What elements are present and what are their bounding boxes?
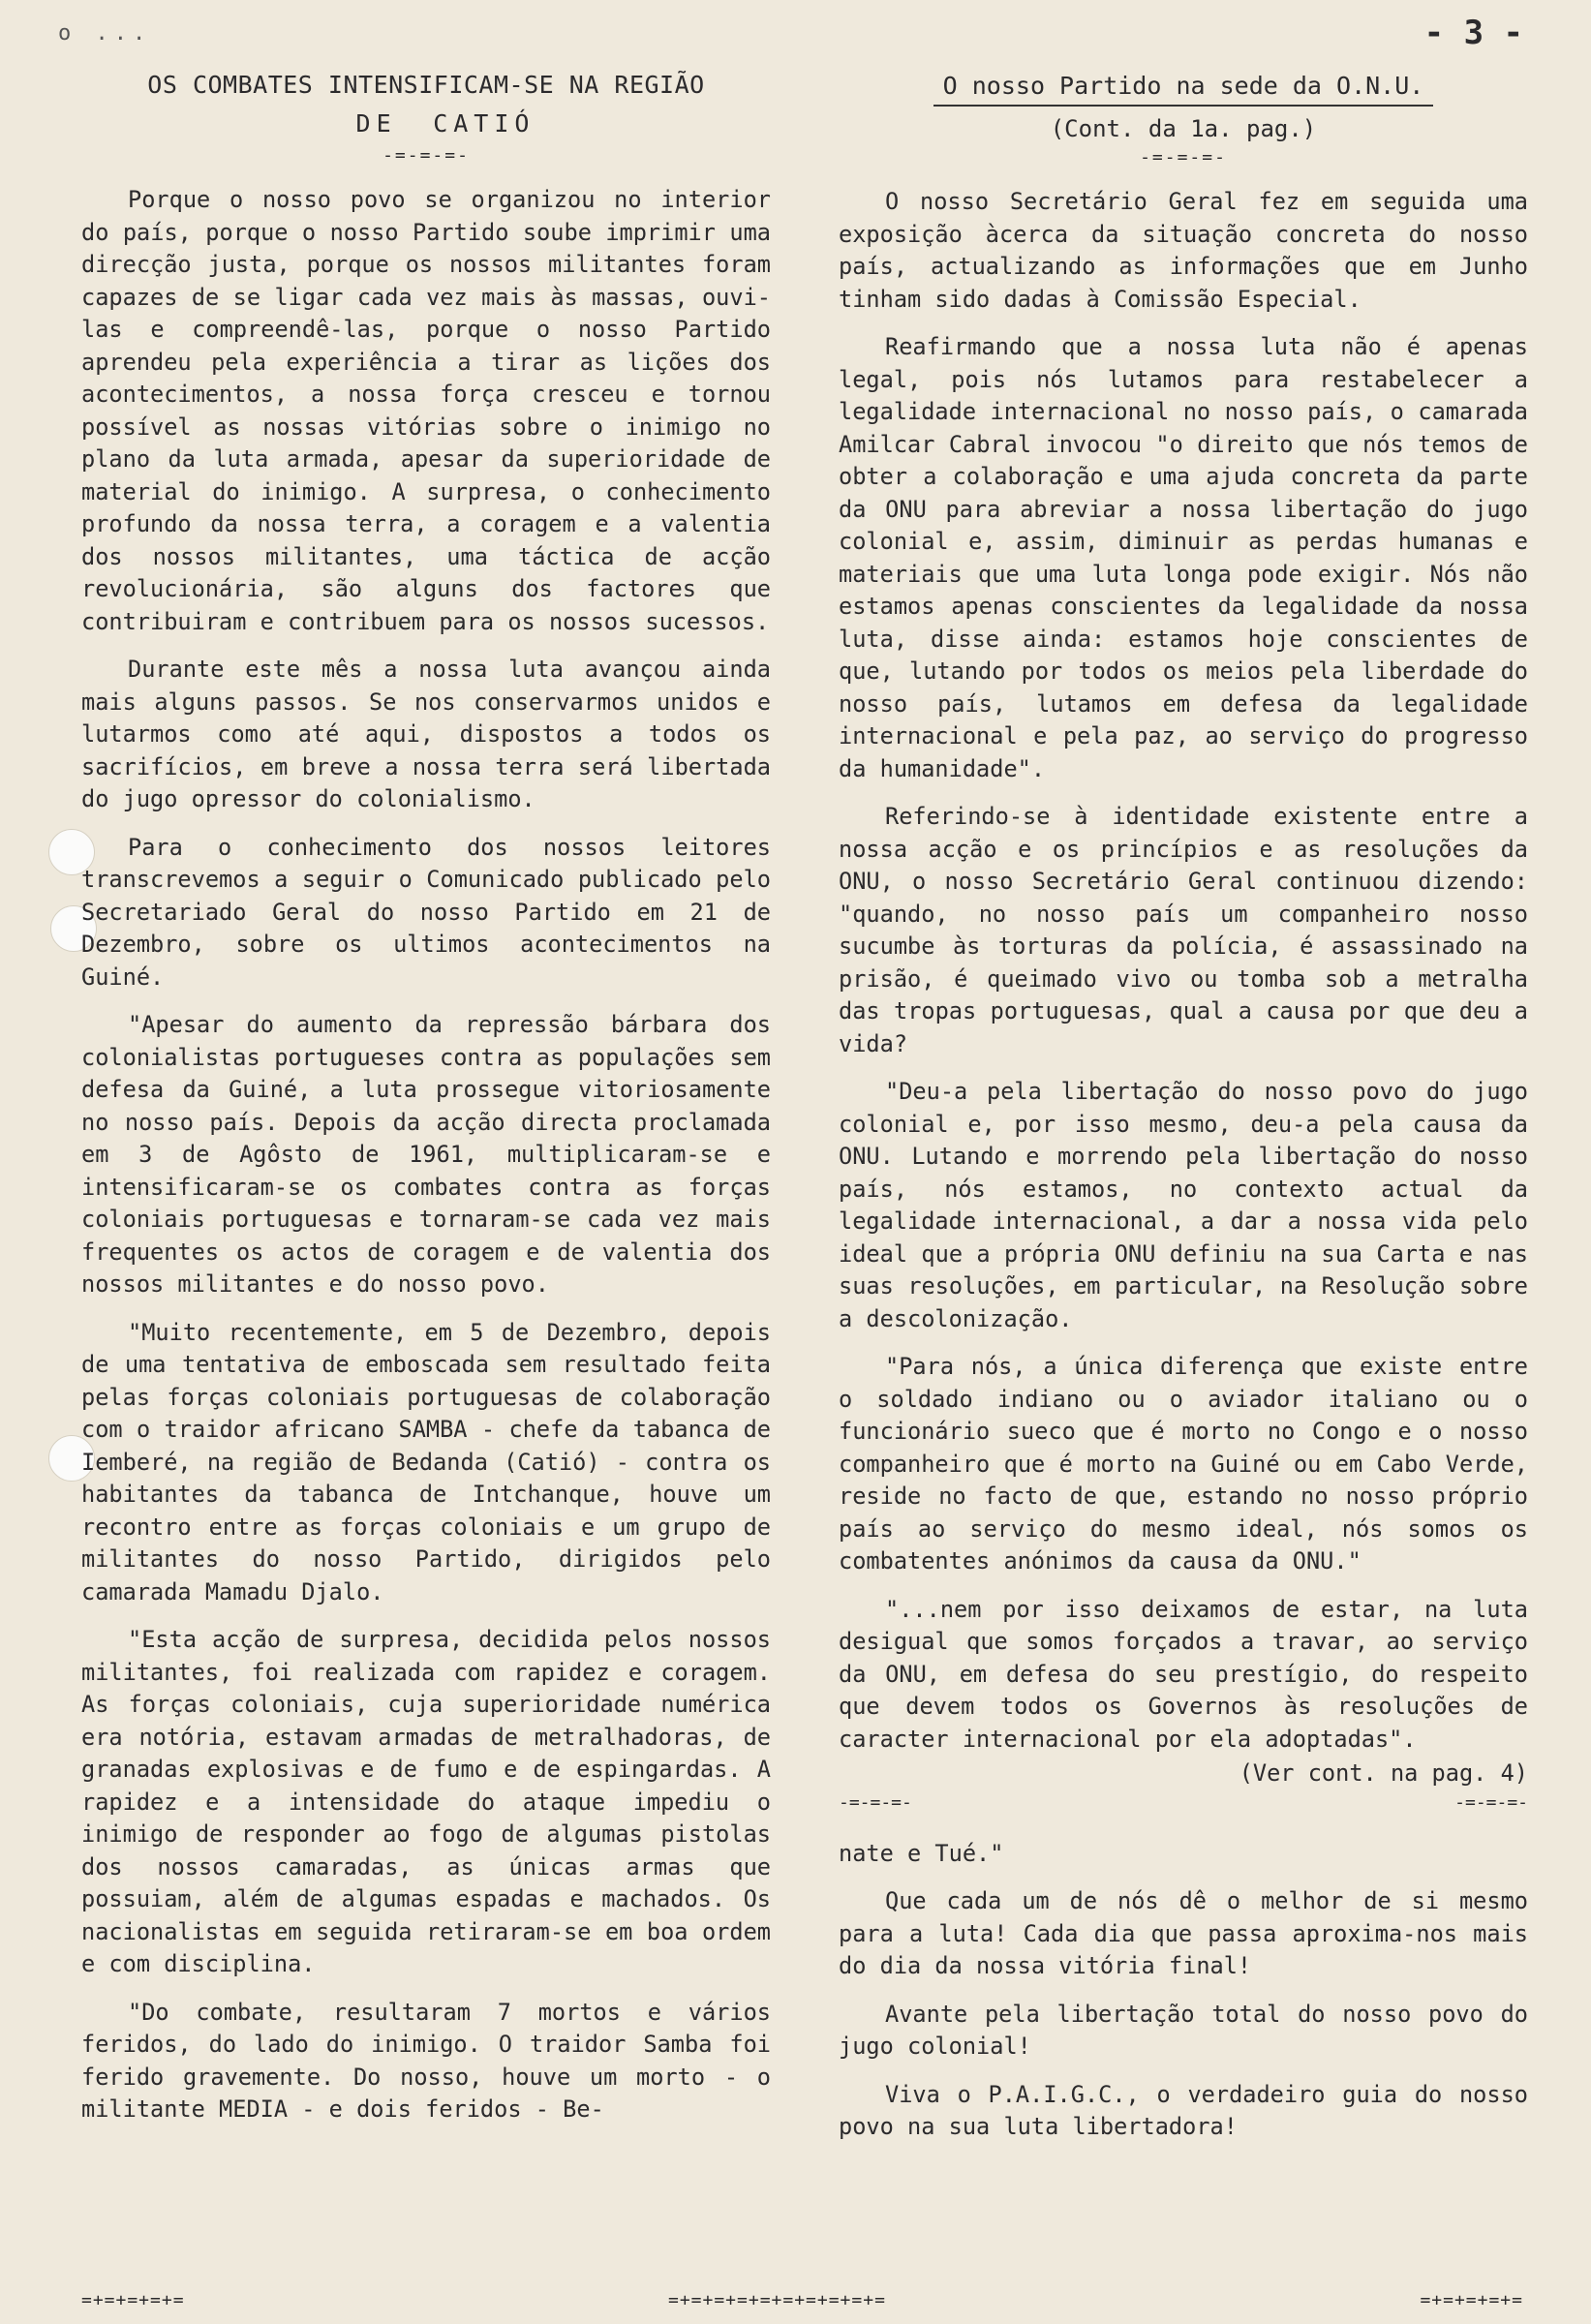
left-paragraph: "Esta acção de surpresa, decidida pelos nossos militantes, foi realizada com rapidez e coragem. As forças coloniais, cuja superioridade numérica era notória, estavam armadas de metralhadoras, de granadas explosivas e de fumo e de espingardas. A rapidez e a intensidade do ataque impediu o inimigo de responder ao fogo de algumas pistolas dos nossos camaradas, as únicas armas que possuiam, além de algumas espadas e machados. Os nacionalistas em seguida retiraram-se em boa ordem e com disciplina.	[81, 1626, 771, 1977]
right-paragraph: O nosso Secretário Geral fez em seguida uma exposição àcerca da situação concreta do nosso país, actualizando as informações que em Junho tinham sido dadas à Comissão Especial.	[839, 188, 1528, 313]
continuation-paragraph: Avante pela libertação total do nosso povo do jugo colonial!	[839, 2000, 1528, 2060]
right-title-separator: -=-=-=-	[1140, 147, 1227, 168]
corner-marks: o ...	[58, 21, 152, 46]
left-title-line1: OS COMBATES INTENSIFICAM-SE NA REGIÃO	[147, 71, 705, 99]
right-title-text: O nosso Partido na sede da O.N.U.	[933, 70, 1434, 107]
left-title-line2	[81, 105, 771, 143]
right-paragraph: "...nem por isso deixamos de estar, na luta desigual que somos forçados a travar, ao serviço da ONU, em defesa do seu prestígio, do respeito que devem todos os Governos às resoluções de caracter internacional por ela adoptadas".	[839, 1595, 1528, 1753]
left-paragraph: "Muito recentemente, em 5 de Dezembro, depois de uma tentativa de emboscada sem resultado feita pelas forças coloniais portuguesas de colaboração com o traidor africano SAMBA - chefe da tabanca de Iemberé, na região de Bedanda (Catió) - contra os habitantes da tabanca de Intchanque, houve um recontro entre as forças coloniais e um grupo de militantes do nosso Partido, dirigidos pelo camarada Mamadu Djalo.	[81, 1318, 771, 1605]
footer-separator-right: =+=+=+=+=	[1420, 2290, 1523, 2310]
right-paragraph: Reafirmando que a nossa luta não é apenas legal, pois nós lutamos para restabelecer a legalidade internacional no nosso país, o camarada Amilcar Cabral invocou "o direito que nós temos de obter a colaboração e uma ajuda concreta da parte da ONU para abreviar a nossa libertação do jugo colonial e, assim, diminuir as perdas humanas e materiais que uma luta longa pode exigir. Nós não estamos apenas conscientes da legalidade da nossa luta, disse ainda: estamos hoje conscientes de que, lutando por todos os meios pela liberdade do nosso país, lutamos em defesa da legalidade internacional e pela paz, ao serviço do progresso da humanidade".	[839, 333, 1528, 782]
left-paragraph: "Do combate, resultaram 7 mortos e vários feridos, do lado do inimigo. O traidor Samba foi ferido gravemente. Do nosso, houve um morto - o militante MEDIA - e dois feridos - Be-	[81, 1998, 771, 2123]
left-title-separator: -=-=-=-	[382, 145, 470, 166]
left-paragraph: Porque o nosso povo se organizou no interior do país, porque o nosso Partido soube imprimir uma direcção justa, porque os nossos militantes foram capazes de se ligar cada vez mais às massas, ouvi-las e compreendê-las, porque o nosso Partido aprendeu pela experiência a tirar as lições dos acontecimentos, a nossa força cresceu e tornou possível as nossas vitórias sobre o inimigo no plano da luta armada, apesar da superioridade de material do inimigo. A surpresa, o conhecimento profundo da nossa terra, a coragem e a valentia dos nossos militantes, uma táctica de acção revolucionária, são alguns dos factores que contribuiram e contribuem para os nossos sucessos.	[81, 186, 771, 635]
continuation-paragraph: nate e Tué."	[839, 1839, 1004, 1867]
left-paragraph: "Apesar do aumento da repressão bárbara dos colonialistas portugueses contra as populações sem defesa da Guiné, a luta prossegue vitoriosamente no nosso país. Depois da acção directa proclamada em 3 de Agôsto de 1961, multiplicaram-se e intensificaram-se os combates contra as forças coloniais portuguesas e tornaram-se cada vez mais frequentes os actos de coragem e de valentia dos nossos militantes e do nosso povo.	[81, 1011, 771, 1298]
left-title-place: CATIÓ	[433, 109, 535, 138]
right-paragraph: "Para nós, a única diferença que existe entre o soldado indiano ou o aviador italiano ou o funcionário sueco que é morto no Congo e o nosso companheiro que é morto na Guiné ou em Cabo Verde, reside no facto de que, estando no nosso próprio país ao serviço do mesmo ideal, nós somos os combatentes anónimos da causa da ONU."	[839, 1353, 1528, 1575]
end-sep-left: -=-=-=-	[839, 1791, 912, 1813]
footer-separator-center: =+=+=+=+=+=+=+=+=+=	[668, 2290, 886, 2310]
continuation-paragraph: Viva o P.A.I.G.C., o verdadeiro guia do nosso povo na sua luta libertadora!	[839, 2080, 1528, 2140]
continued-note: (Ver cont. na pag. 4)	[1239, 1759, 1528, 1787]
right-article-title	[839, 70, 1528, 107]
left-paragraph: Para o conhecimento dos nossos leitores transcrevemos a seguir o Comunicado publicado pelo Secretariado Geral do nosso Partido em 21 de Dezembro, sobre os ultimos acontecimentos na Guiné.	[81, 833, 771, 991]
left-article-title	[81, 66, 771, 143]
continuation-paragraph: Que cada um de nós dê o melhor de si mesmo para a luta! Cada dia que passa aproxima-nos mais do dia da nossa vitória final!	[839, 1887, 1528, 1979]
left-column	[81, 58, 771, 2142]
right-column	[839, 58, 1528, 2159]
footer-separator-left: =+=+=+=+=	[81, 2290, 185, 2310]
right-paragraph: Referindo-se à identidade existente entre a nossa acção e os princípios e as resoluções da ONU, o nosso Secretário Geral continuou dizendo: "quando, no nosso país um companheiro nosso sucumbe às torturas da polícia, é assassinado na prisão, é queimado vivo ou tomba sob a metralha das tropas portuguesas, qual a causa por que deu a vida?	[839, 803, 1528, 1057]
article-end-separators	[839, 1792, 1528, 1813]
end-sep-right: -=-=-=-	[1454, 1791, 1528, 1813]
right-article-subtitle: (Cont. da 1a. pag.)	[1050, 115, 1317, 142]
left-title-prefix: DE	[355, 109, 397, 138]
page-number: - 3 -	[1423, 14, 1523, 52]
right-paragraph: "Deu-a pela libertação do nosso povo do jugo colonial e, por isso mesmo, deu-a pela causa da ONU. Lutando e morrendo pela libertação do nosso país, nós estamos, no contexto actual da legalidade internacional, a dar a nossa vida pelo ideal que a própria ONU definiu na sua Carta e nas suas resoluções, em particular, na Resolução sobre a descolonização.	[839, 1078, 1528, 1332]
left-paragraph: Durante este mês a nossa luta avançou ainda mais alguns passos. Se nos conservarmos unidos e lutarmos como até aqui, dispostos a todos os sacrifícios, em breve a nossa terra será libertada do jugo opressor do colonialismo.	[81, 656, 771, 812]
